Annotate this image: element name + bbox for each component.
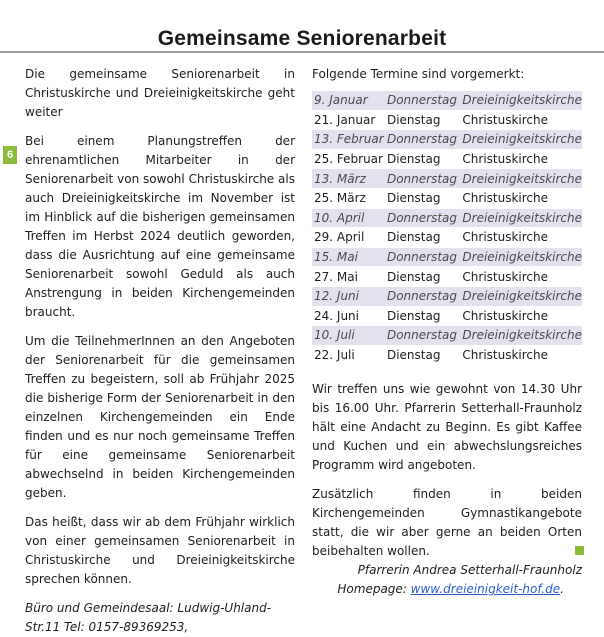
schedule-row bbox=[312, 169, 582, 189]
schedule-date: 15. Mai bbox=[312, 247, 385, 267]
schedule-place: Dreieinigkeitskirche bbox=[460, 286, 582, 306]
schedule-day: Donnerstag bbox=[385, 130, 460, 150]
schedule-intro: Folgende Termine sind vorgemerkt: bbox=[312, 67, 525, 81]
schedule-day: Dienstag bbox=[385, 267, 460, 287]
schedule-row bbox=[312, 345, 582, 364]
schedule-date: 22. Juli bbox=[312, 345, 385, 364]
schedule-place: Christuskirche bbox=[460, 228, 582, 248]
schedule-place: Christuskirche bbox=[460, 110, 582, 130]
schedule-row bbox=[312, 247, 582, 267]
schedule-row bbox=[312, 130, 582, 150]
page-title: Gemeinsame Seniorenarbeit bbox=[157, 27, 447, 50]
schedule-day: Donnerstag bbox=[385, 91, 460, 111]
schedule-date: 9. Januar bbox=[312, 91, 385, 111]
schedule-date: 13. Februar bbox=[312, 130, 385, 150]
homepage-line bbox=[312, 580, 564, 599]
signature: Pfarrerin Andrea Setterhall-Fraunholz bbox=[357, 563, 582, 578]
schedule-date: 24. Juni bbox=[312, 306, 385, 326]
schedule-row bbox=[312, 286, 582, 306]
homepage-link[interactable]: www.dreieinigkeit-hof.de bbox=[410, 582, 561, 597]
schedule-row bbox=[312, 267, 582, 287]
schedule-date: 13. März bbox=[312, 169, 385, 189]
schedule-place: Christuskirche bbox=[460, 188, 582, 208]
schedule-date: 25. März bbox=[312, 188, 385, 208]
body-paragraph-3: Das heißt, dass wir ab dem Frühjahr wirklich von einer gemeinsamen Seniorenarbeit in Christuskirche und Dreieinigkeitskirche sprechen können. bbox=[25, 515, 295, 586]
schedule-place: Christuskirche bbox=[460, 149, 582, 169]
schedule-row bbox=[312, 306, 582, 326]
schedule-day: Donnerstag bbox=[385, 326, 460, 346]
schedule-day: Dienstag bbox=[385, 149, 460, 169]
lead-paragraph: Die gemeinsame Seniorenarbeit in Christuskirche und Dreieinigkeitskirche geht weiter bbox=[25, 67, 295, 119]
body-paragraph-1: Bei einem Planungstreffen der ehrenamtlichen Mitarbeiter in der Seniorenarbeit von sowohl Christuskirche als auch Dreieinigkeitskirche im November ist im Hinblick auf die bisherigen gemeinsamen Treffen im Herbst 2024 deutlich geworden, dass die Ausrichtung auf eine gemeinsame Seniorenarbeit sowohl Geduld als auch Anstrengung in beiden Kirchengemeinden braucht. bbox=[25, 134, 295, 319]
schedule-date: 27. Mai bbox=[312, 267, 385, 287]
schedule-place: Dreieinigkeitskirche bbox=[460, 326, 582, 346]
contact-info bbox=[25, 599, 295, 637]
schedule-row bbox=[312, 91, 582, 111]
schedule-date: 10. Juli bbox=[312, 326, 385, 346]
schedule-place: Dreieinigkeitskirche bbox=[460, 247, 582, 267]
left-column bbox=[25, 65, 295, 637]
schedule-row bbox=[312, 188, 582, 208]
schedule-day: Donnerstag bbox=[385, 208, 460, 228]
contact-line-1: Büro und Gemeindesaal: Ludwig-Uhland- bbox=[25, 601, 272, 615]
schedule-place: Dreieinigkeitskirche bbox=[460, 130, 582, 150]
schedule-row bbox=[312, 110, 582, 130]
meeting-info: Wir treffen uns wie gewohnt von 14.30 Uhr bis 16.00 Uhr. Pfarrerin Setterhall-Fraunholz hält eine Andacht zu Beginn. Es gibt Kaffee und Kuchen und ein abwechslungsreiches Programm wird angeboten. bbox=[312, 382, 582, 473]
schedule-date: 29. April bbox=[312, 228, 385, 248]
schedule-place: Dreieinigkeitskirche bbox=[460, 91, 582, 111]
contact-line-2: Str.11 Tel: 0157-89369253, bbox=[25, 620, 189, 634]
end-of-article-marker bbox=[575, 546, 584, 555]
right-column bbox=[312, 65, 582, 599]
schedule-date: 21. Januar bbox=[312, 110, 385, 130]
schedule-place: Christuskirche bbox=[460, 306, 582, 326]
title-divider bbox=[0, 51, 604, 53]
schedule-place: Christuskirche bbox=[460, 267, 582, 287]
schedule-day: Dienstag bbox=[385, 306, 460, 326]
schedule-day: Donnerstag bbox=[385, 247, 460, 267]
gymnastics-info: Zusätzlich finden in beiden Kirchengemeinden Gymnastikangebote statt, die wir aber gerne an beiden Orten beibehalten wollen. bbox=[312, 487, 582, 559]
page-number-badge: 6 bbox=[3, 146, 17, 164]
schedule-day: Donnerstag bbox=[385, 286, 460, 306]
schedule-day: Dienstag bbox=[385, 345, 460, 364]
schedule-row bbox=[312, 228, 582, 248]
schedule-row bbox=[312, 326, 582, 346]
body-paragraph-2: Um die TeilnehmerInnen an den Angeboten der Seniorenarbeit für die gemeinsamen Treffen zu begeistern, soll ab Frühjahr 2025 die bisherige Form der Seniorenarbeit in den einzelnen Kirchengemeinden ein Ende finden und es nur noch gemeinsame Treffen für eine gemeinsame Seniorenarbeit abwechselnd in beiden Kirchengemeinden geben. bbox=[25, 334, 295, 500]
schedule-date: 12. Juni bbox=[312, 286, 385, 306]
schedule-date: 10. April bbox=[312, 208, 385, 228]
schedule-row bbox=[312, 208, 582, 228]
schedule-place: Dreieinigkeitskirche bbox=[460, 208, 582, 228]
homepage-label: Homepage: bbox=[337, 582, 411, 597]
schedule-place: Christuskirche bbox=[460, 345, 582, 364]
schedule-date: 25. Februar bbox=[312, 149, 385, 169]
schedule-table bbox=[312, 90, 582, 364]
schedule-day: Dienstag bbox=[385, 228, 460, 248]
schedule-day: Donnerstag bbox=[385, 169, 460, 189]
schedule-day: Dienstag bbox=[385, 110, 460, 130]
schedule-row bbox=[312, 149, 582, 169]
schedule-place: Dreieinigkeitskirche bbox=[460, 169, 582, 189]
schedule-day: Dienstag bbox=[385, 188, 460, 208]
homepage-suffix: . bbox=[560, 582, 564, 597]
